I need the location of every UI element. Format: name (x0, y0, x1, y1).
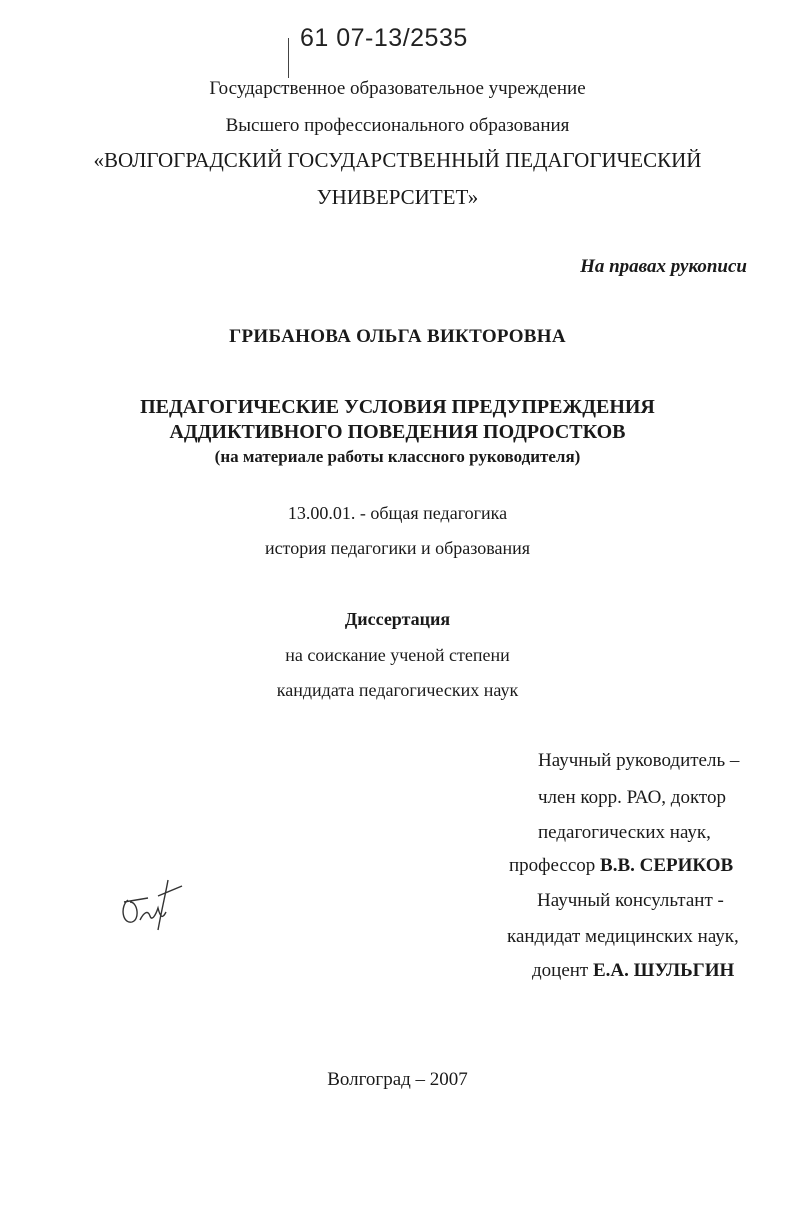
institution-line-1: Государственное образовательное учреждение (209, 78, 586, 99)
handwritten-signature (118, 872, 190, 938)
city-year: Волгоград – 2007 (327, 1069, 468, 1090)
supervisor-name: В.В. СЕРИКОВ (600, 855, 734, 876)
supervisor-rank: член корр. РАО, доктор (538, 787, 726, 808)
title-subtitle: (на материале работы классного руководителя) (214, 447, 581, 466)
degree-line-2: кандидата педагогических наук (276, 680, 519, 700)
rights-note: На правах рукописи (580, 256, 747, 277)
consultant-degree: кандидат медицинских наук, (507, 926, 739, 947)
dissertation-label: Диссертация (344, 609, 451, 629)
title-line-1: ПЕДАГОГИЧЕСКИЕ УСЛОВИЯ ПРЕДУПРЕЖДЕНИЯ (140, 396, 655, 418)
supervisor-title: профессор (509, 855, 601, 876)
archive-stamp-number: 61 07-13/2535 (300, 24, 468, 52)
supervisor-degree: педагогических наук, (538, 822, 711, 843)
specialty-code: 13.00.01. - общая педагогика (287, 503, 508, 523)
stamp-mark-line (288, 38, 289, 78)
institution-line-4: УНИВЕРСИТЕТ» (316, 185, 479, 209)
supervisor-role: Научный руководитель – (538, 750, 740, 771)
author-name: ГРИБАНОВА ОЛЬГА ВИКТОРОВНА (229, 326, 566, 347)
title-line-2: АДДИКТИВНОГО ПОВЕДЕНИЯ ПОДРОСТКОВ (169, 421, 626, 443)
supervisor-name-line (509, 855, 733, 877)
specialty-name: история педагогики и образования (264, 538, 531, 558)
consultant-role: Научный консультант - (537, 890, 724, 911)
consultant-name-line (532, 960, 734, 982)
consultant-title: доцент (532, 960, 593, 981)
degree-line-1: на соискание ученой степени (285, 645, 510, 665)
consultant-name: Е.А. ШУЛЬГИН (593, 960, 735, 981)
institution-line-3: «ВОЛГОГРАДСКИЙ ГОСУДАРСТВЕННЫЙ ПЕДАГОГИЧЕСКИЙ (93, 148, 702, 172)
institution-line-2: Высшего профессионального образования (225, 115, 570, 136)
